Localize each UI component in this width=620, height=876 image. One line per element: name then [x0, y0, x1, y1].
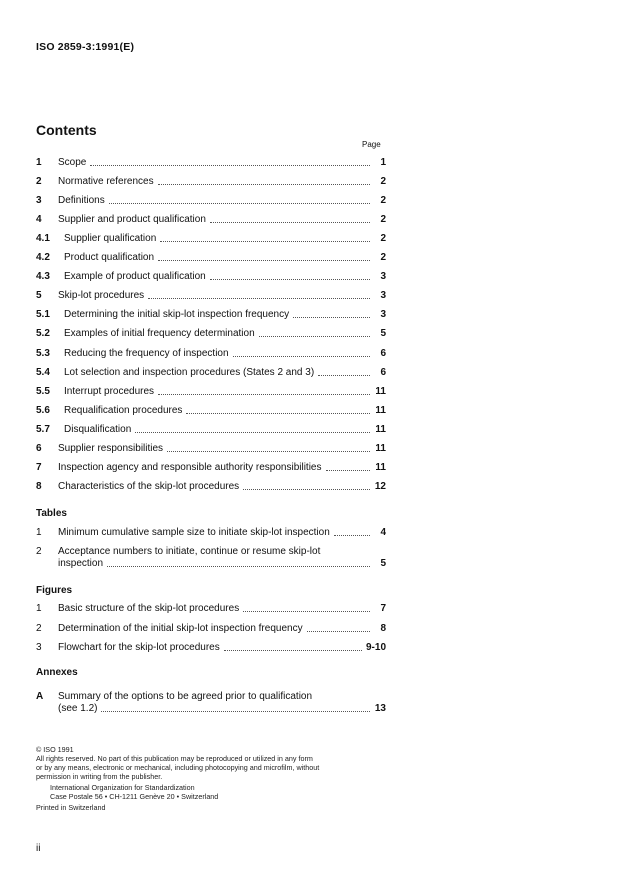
entry-number: 5.2	[36, 328, 50, 339]
annexes-heading: Annexes	[36, 667, 78, 678]
entry-title: Inspection agency and responsible authority responsibilities	[58, 462, 322, 473]
toc-entry[interactable]	[36, 252, 386, 264]
entry-title: Acceptance numbers to initiate, continue or resume skip-lot	[58, 546, 321, 557]
dot-leader	[326, 470, 371, 471]
entry-page: 11	[375, 443, 386, 454]
toc-entry[interactable]	[36, 443, 386, 455]
entry-title: Reducing the frequency of inspection	[64, 348, 229, 359]
entry-title: Skip-lot procedures	[58, 290, 145, 301]
toc-figure-entry-2[interactable]	[36, 623, 386, 635]
entry-title: Lot selection and inspection procedures (States 2 and 3)	[64, 367, 315, 378]
entry-title: Supplier qualification	[64, 233, 157, 244]
toc-entry[interactable]	[36, 195, 386, 207]
toc-figure-entry-3[interactable]	[36, 642, 386, 654]
entry-number: 3	[36, 195, 42, 206]
entry-number: 1	[36, 527, 42, 538]
entry-page: 5	[380, 328, 386, 339]
entry-page: 3	[380, 290, 386, 301]
dot-leader	[210, 222, 370, 223]
entry-number: 5.3	[36, 348, 50, 359]
entry-page: 11	[375, 462, 386, 473]
entry-page: 3	[380, 309, 386, 320]
toc-entry[interactable]	[36, 328, 386, 340]
dot-leader	[210, 279, 370, 280]
entry-number: 4	[36, 214, 42, 225]
toc-entry[interactable]	[36, 233, 386, 245]
entry-number: A	[36, 691, 44, 702]
copyright-line: permission in writing from the publisher.	[36, 772, 163, 781]
entry-number: 8	[36, 481, 42, 492]
entry-number: 5	[36, 290, 42, 301]
entry-page: 12	[374, 481, 386, 492]
entry-title: Product qualification	[64, 252, 155, 263]
entry-title: Normative references	[58, 176, 154, 187]
toc-entry[interactable]	[36, 309, 386, 321]
dot-leader	[107, 566, 370, 567]
dot-leader	[167, 451, 370, 452]
entry-page: 9-10	[365, 642, 386, 653]
dot-leader	[224, 650, 362, 651]
entry-page: 2	[380, 195, 386, 206]
copyright-notice	[36, 745, 386, 812]
entry-title: Determination of the initial skip-lot inspection frequency	[58, 623, 303, 634]
toc-entry[interactable]	[36, 290, 386, 302]
dot-leader	[243, 489, 370, 490]
entry-title: Interrupt procedures	[64, 386, 155, 397]
entry-title: Basic structure of the skip-lot procedures	[58, 603, 240, 614]
entry-number: 2	[36, 546, 42, 557]
printed-in: Printed in Switzerland	[36, 803, 106, 812]
entry-page: 2	[380, 233, 386, 244]
entry-title: Characteristics of the skip-lot procedures	[58, 481, 240, 492]
entry-page: 3	[380, 271, 386, 282]
dot-leader	[293, 317, 370, 318]
entry-number: 1	[36, 157, 42, 168]
publisher-org: International Organization for Standardization	[50, 783, 195, 792]
entry-title-continued: (see 1.2)	[58, 703, 98, 714]
copyright-line: All rights reserved. No part of this publication may be reproduced or utilized in any form	[36, 754, 313, 763]
entry-title: Summary of the options to be agreed prior to qualification	[58, 691, 313, 702]
entry-page: 2	[380, 214, 386, 225]
entry-page: 2	[380, 252, 386, 263]
dot-leader	[318, 375, 370, 376]
dot-leader	[158, 184, 370, 185]
page-column-label: Page	[362, 140, 381, 149]
entry-number: 6	[36, 443, 42, 454]
dot-leader	[334, 535, 370, 536]
entry-page: 1	[380, 157, 386, 168]
toc-annex-entry-a[interactable]	[36, 691, 386, 715]
entry-number: 5.5	[36, 386, 50, 397]
entry-number: 5.7	[36, 424, 50, 435]
entry-number: 4.1	[36, 233, 50, 244]
entry-page: 5	[380, 558, 386, 569]
toc-entry[interactable]	[36, 462, 386, 474]
toc-figure-entry-1[interactable]	[36, 603, 386, 615]
toc-entry[interactable]	[36, 481, 386, 493]
toc-entry[interactable]	[36, 405, 386, 417]
dot-leader	[307, 631, 370, 632]
contents-title: Contents	[36, 122, 97, 138]
entry-title: Minimum cumulative sample size to initiate skip-lot inspection	[58, 527, 330, 538]
copyright-line: © ISO 1991	[36, 745, 74, 754]
entry-number: 2	[36, 176, 42, 187]
entry-number: 3	[36, 642, 42, 653]
toc-entry[interactable]	[36, 157, 386, 169]
publisher-address: Case Postale 56 • CH-1211 Genève 20 • Switzerland	[50, 792, 219, 801]
entry-title-continued: inspection	[58, 558, 104, 569]
dot-leader	[148, 298, 370, 299]
copyright-line: or by any means, electronic or mechanical, including photocopying and microfilm, without	[36, 763, 320, 772]
toc-entry[interactable]	[36, 214, 386, 226]
entry-page: 13	[374, 703, 386, 714]
toc-table-entry-1[interactable]	[36, 527, 386, 539]
entry-title: Examples of initial frequency determination	[64, 328, 255, 339]
entry-page: 11	[375, 405, 386, 416]
dot-leader	[135, 432, 370, 433]
toc-entry[interactable]	[36, 367, 386, 379]
toc-entry[interactable]	[36, 271, 386, 283]
dot-leader	[259, 336, 370, 337]
tables-heading: Tables	[36, 508, 67, 519]
entry-title: Scope	[58, 157, 87, 168]
entry-page: 4	[380, 527, 386, 538]
toc-entry[interactable]	[36, 348, 386, 360]
entry-title: Example of product qualification	[64, 271, 206, 282]
entry-title: Supplier responsibilities	[58, 443, 164, 454]
toc-table-entry-2[interactable]	[36, 546, 386, 570]
entry-number: 5.1	[36, 309, 50, 320]
entry-number: 4.3	[36, 271, 50, 282]
dot-leader	[160, 241, 370, 242]
dot-leader	[243, 611, 370, 612]
entry-title: Determining the initial skip-lot inspection frequency	[64, 309, 290, 320]
dot-leader	[186, 413, 370, 414]
entry-number: 7	[36, 462, 42, 473]
dot-leader	[158, 394, 370, 395]
entry-title: Requalification procedures	[64, 405, 183, 416]
entry-title: Supplier and product qualification	[58, 214, 206, 225]
entry-number: 4.2	[36, 252, 50, 263]
figures-heading: Figures	[36, 585, 73, 596]
entry-page: 11	[375, 424, 386, 435]
entry-number: 5.4	[36, 367, 50, 378]
dot-leader	[90, 165, 370, 166]
toc-entry[interactable]	[36, 176, 386, 188]
entry-title: Disqualification	[64, 424, 132, 435]
dot-leader	[158, 260, 370, 261]
entry-page: 7	[380, 603, 386, 614]
entry-title: Definitions	[58, 195, 105, 206]
dot-leader	[101, 711, 370, 712]
entry-number: 2	[36, 623, 42, 634]
entry-page: 6	[380, 367, 386, 378]
toc-entry[interactable]	[36, 424, 386, 436]
document-id: ISO 2859-3:1991(E)	[36, 41, 135, 53]
entry-number: 5.6	[36, 405, 50, 416]
dot-leader	[233, 356, 370, 357]
entry-page: 8	[380, 623, 386, 634]
toc-entry[interactable]	[36, 386, 386, 398]
entry-page: 11	[375, 386, 386, 397]
page-number: ii	[36, 843, 41, 854]
dot-leader	[109, 203, 370, 204]
entry-page: 6	[380, 348, 386, 359]
entry-title: Flowchart for the skip-lot procedures	[58, 642, 220, 653]
entry-page: 2	[380, 176, 386, 187]
entry-number: 1	[36, 603, 42, 614]
